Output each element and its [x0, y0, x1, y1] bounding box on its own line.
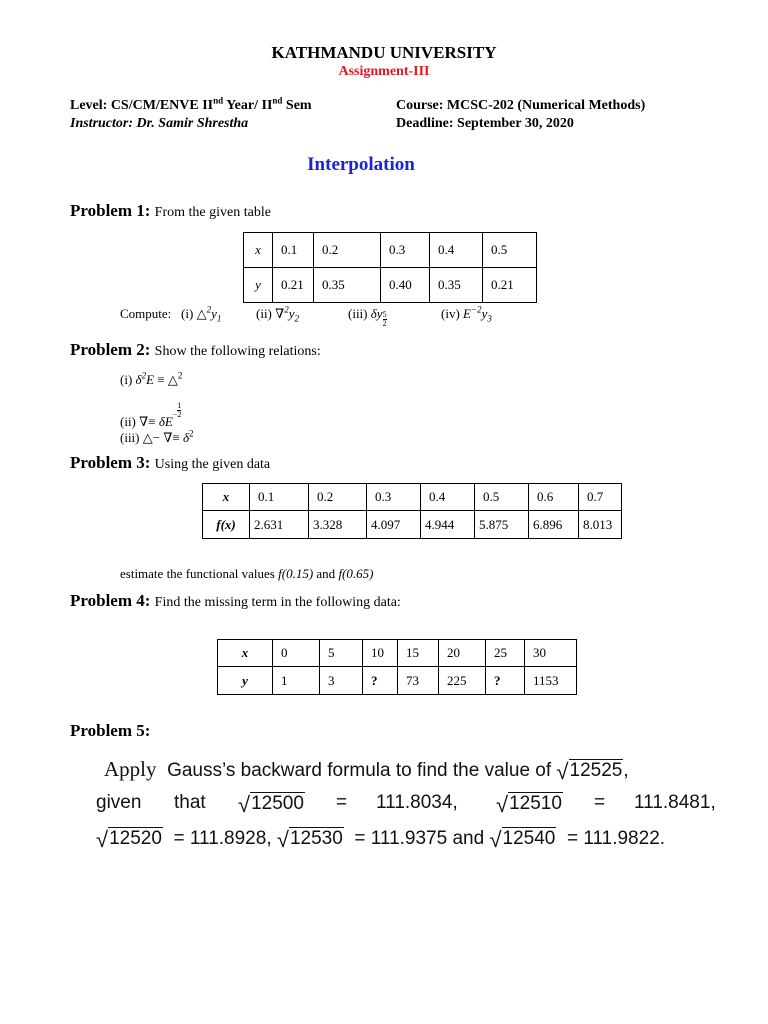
table-cell: 8.013 — [579, 511, 622, 539]
table-cell: 0.2 — [309, 484, 367, 511]
problem-5-eq-1: = — [336, 792, 348, 813]
table-header-cell: x — [203, 484, 250, 511]
problem-4-heading: Problem 4: Find the missing term in the following data: — [70, 591, 401, 610]
table-cell: 0.5 — [475, 484, 529, 511]
table-row — [218, 667, 577, 695]
table-row — [244, 233, 537, 268]
problem-5-heading: Problem 5: — [70, 721, 151, 740]
table-row — [203, 484, 622, 511]
assignment-label: Assignment-III — [338, 64, 430, 79]
table-cell: 5 — [320, 640, 363, 667]
table-cell: 30 — [525, 640, 577, 667]
relation-3: (iii) △− ∇≡ $\delta^2$ — [120, 428, 194, 445]
problem-5-line-3: √12520 = 111.8928, √12530 = 111.9375 and √12540 = 111.9822. — [96, 827, 666, 852]
instructor-info: Instructor: Dr. Samir Shrestha — [70, 116, 249, 131]
university-name: KATHMANDU UNIVERSITY — [271, 43, 497, 62]
problem-5-pair-1: √12500 — [238, 792, 304, 817]
table-cell: 0.4 — [430, 233, 483, 268]
table-cell: 3.328 — [309, 511, 367, 539]
problem-3-table — [202, 483, 622, 539]
table-cell: ? — [486, 667, 525, 695]
table-cell: 0.3 — [381, 233, 430, 268]
course-info: Course: MCSC-202 (Numerical Methods) — [396, 98, 646, 113]
problem-1-item-2: (ii) $\nabla^2y_2$ — [256, 304, 299, 324]
problem-1-table — [243, 232, 537, 303]
problem-5-eq-2: = — [594, 792, 606, 813]
table-cell: 1 — [273, 667, 320, 695]
table-cell: 0.7 — [579, 484, 622, 511]
problem-1-compute: Compute: (i) $\triangle^2y_1$ — [120, 304, 222, 324]
table-cell: 0.3 — [367, 484, 421, 511]
table-cell: 15 — [398, 640, 439, 667]
table-row — [218, 640, 577, 667]
table-header-cell: x — [244, 233, 273, 268]
table-cell: 0.5 — [483, 233, 537, 268]
problem-1-item-4: (iv) $E^{-2}y_3$ — [441, 304, 492, 324]
table-cell: 225 — [439, 667, 486, 695]
table-cell: 0.1 — [273, 233, 314, 268]
problem-3-estimate: estimate the functional values f(0.15) and f(0.65) — [120, 566, 374, 581]
sqrt-target: √12525 — [556, 759, 623, 784]
table-cell: 5.875 — [475, 511, 529, 539]
table-cell: 0.4 — [421, 484, 475, 511]
table-cell: 0.1 — [250, 484, 309, 511]
table-cell: 10 — [363, 640, 398, 667]
table-cell: 0.21 — [483, 268, 537, 303]
table-cell: 25 — [486, 640, 525, 667]
table-cell: 20 — [439, 640, 486, 667]
table-cell: 0.40 — [381, 268, 430, 303]
problem-5-line-1: Apply Gauss’s backward formula to find the value of √12525, — [104, 757, 629, 784]
table-cell: 0.21 — [273, 268, 314, 303]
table-cell: 1153 — [525, 667, 577, 695]
deadline-info: Deadline: September 30, 2020 — [396, 116, 574, 131]
problem-3-heading: Problem 3: Using the given data — [70, 453, 271, 472]
problem-1-heading: Problem 1: From the given table — [70, 201, 271, 220]
table-cell: ? — [363, 667, 398, 695]
relation-1: (i) $\delta^2E$ ≡ △$^2$ — [120, 370, 183, 387]
table-cell: 0 — [273, 640, 320, 667]
table-cell: 3 — [320, 667, 363, 695]
problem-5-value-2: 111.8481, — [634, 792, 716, 813]
problem-1-item-3: (iii) δy $\frac{5}{2}$ — [348, 306, 387, 328]
page-title: Interpolation — [307, 154, 415, 175]
table-header-cell: f(x) — [203, 511, 250, 539]
problem-5-that-word: that — [174, 792, 206, 813]
table-cell: 2.631 — [250, 511, 309, 539]
table-cell: 6.896 — [529, 511, 579, 539]
table-row — [244, 268, 537, 303]
table-cell: 4.097 — [367, 511, 421, 539]
table-header-cell: y — [218, 667, 273, 695]
problem-5-pair-2: √12510 — [496, 792, 562, 817]
problem-5-given-word: given — [96, 792, 142, 813]
relation-2: (ii) ∇≡ δE− $\frac{1}{2}$ — [120, 401, 182, 429]
table-cell: 0.35 — [430, 268, 483, 303]
table-header-cell: y — [244, 268, 273, 303]
problem-4-table — [217, 639, 577, 695]
table-row — [203, 511, 622, 539]
problem-5-value-1: 111.8034, — [376, 792, 458, 813]
table-cell: 0.35 — [314, 268, 381, 303]
table-header-cell: x — [218, 640, 273, 667]
level-info: Level: CS/CM/ENVE IInd Year/ IInd Sem — [70, 95, 312, 113]
problem-2-heading: Problem 2: Show the following relations: — [70, 340, 321, 359]
table-cell: 0.6 — [529, 484, 579, 511]
table-cell: 4.944 — [421, 511, 475, 539]
table-cell: 73 — [398, 667, 439, 695]
table-cell: 0.2 — [314, 233, 381, 268]
